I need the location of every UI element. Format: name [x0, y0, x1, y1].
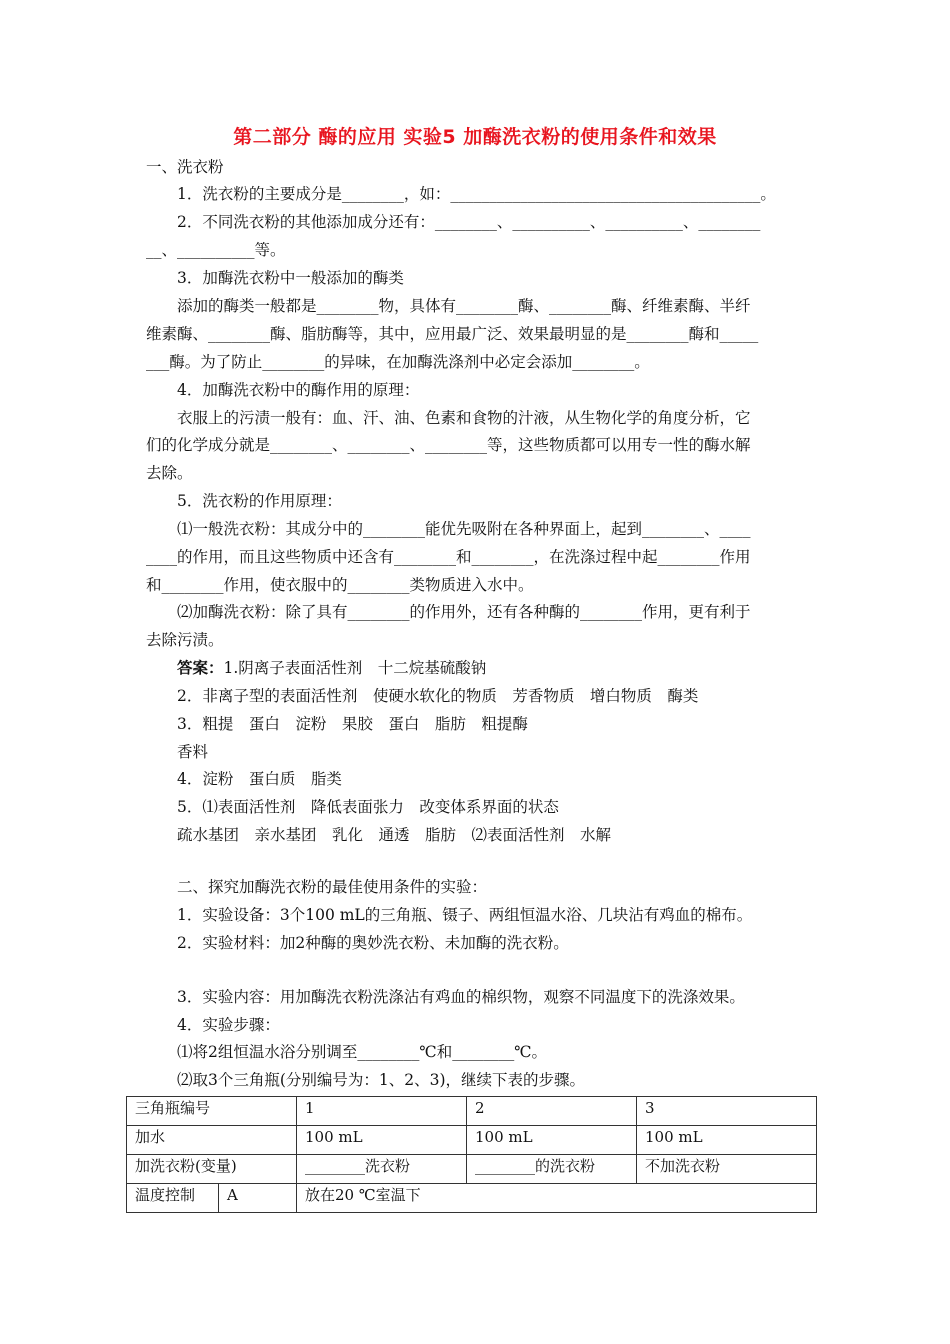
section1-heading: 一、洗衣粉 — [146, 158, 224, 176]
step-4: 4．实验步骤： — [177, 1016, 280, 1034]
table-cell: A — [219, 1184, 297, 1213]
table-cell: ________洗衣粉 — [297, 1155, 467, 1184]
table-cell: 100 mL — [467, 1126, 637, 1155]
experiment-table — [126, 1096, 817, 1213]
answer-2: 2．非离子型的表面活性剂 使硬水软化的物质 芳香物质 增白物质 酶类 — [177, 687, 699, 705]
page-title: 第二部分 酶的应用 实验5 加酶洗衣粉的使用条件和效果 — [233, 126, 717, 148]
table-cell: 三角瓶编号 — [127, 1097, 297, 1126]
answer-label: 答案： — [177, 658, 224, 677]
step-1: 1．实验设备：3个100 mL的三角瓶、镊子、两组恒温水浴、几块沾有鸡血的棉布。 — [177, 906, 753, 924]
question-5-line1: ⑴一般洗衣粉：其成分中的________能优先吸附在各种界面上，起到________、____ — [177, 520, 751, 538]
table-row — [127, 1097, 817, 1126]
question-4-line1: 衣服上的污渍一般有：血、汗、油、色素和食物的汁液，从生物化学的角度分析，它 — [177, 409, 751, 427]
question-4: 4．加酶洗衣粉中的酶作用的原理： — [177, 381, 420, 399]
table-row — [127, 1126, 817, 1155]
table-cell: 100 mL — [297, 1126, 467, 1155]
table-cell: 放在20 ℃室温下 — [297, 1184, 817, 1213]
question-5-line2: ____的作用，而且这些物质中还含有________和________，在洗涤过程中起________作用 — [146, 548, 751, 566]
question-3-line2: 维素酶、________酶、脂肪酶等，其中，应用最广泛、效果最明显的是________酶和_____ — [146, 325, 759, 343]
question-1: 1．洗衣粉的主要成分是________，如：________________________________________。 — [177, 185, 776, 203]
question-3-line1: 添加的酶类一般都是________物，具体有________酶、________酶、纤维素酶、半纤 — [177, 297, 751, 315]
table-cell: 2 — [467, 1097, 637, 1126]
table-cell: ________的洗衣粉 — [467, 1155, 637, 1184]
question-5-line3: 和________作用，使衣服中的________类物质进入水中。 — [146, 576, 534, 594]
answer-5: 5．⑴表面活性剂 降低表面张力 改变体系界面的状态 — [177, 798, 559, 816]
table-cell: 100 mL — [637, 1126, 817, 1155]
answer-4: 4．淀粉 蛋白质 脂类 — [177, 770, 342, 788]
question-2-cont: __、__________等。 — [146, 241, 286, 259]
question-4-line3: 去除。 — [146, 464, 193, 482]
table-cell: 1 — [297, 1097, 467, 1126]
answer-1 — [177, 657, 486, 679]
question-5: 5．洗衣粉的作用原理： — [177, 492, 342, 510]
step-4-1: ⑴将2组恒温水浴分别调至________℃和________℃。 — [177, 1043, 548, 1061]
table-row — [127, 1155, 817, 1184]
step-3: 3．实验内容：用加酶洗衣粉洗涤沾有鸡血的棉织物，观察不同温度下的洗涤效果。 — [177, 988, 745, 1006]
question-3: 3．加酶洗衣粉中一般添加的酶类 — [177, 269, 404, 287]
question-4-line2: 们的化学成分就是________、________、________等，这些物质都可以用专一性的酶水解 — [146, 436, 751, 454]
step-4-2: ⑵取3个三角瓶(分别编号为：1、2、3)，继续下表的步骤。 — [177, 1071, 586, 1089]
answer-1-text: 1.阴离子表面活性剂 十二烷基硫酸钠 — [223, 659, 487, 677]
answer-5-cont: 疏水基团 亲水基团 乳化 通透 脂肪 ⑵表面活性剂 水解 — [177, 826, 612, 844]
question-5-line4: ⑵加酶洗衣粉：除了具有________的作用外，还有各种酶的________作用，更有利于 — [177, 603, 751, 621]
question-5-line5: 去除污渍。 — [146, 631, 224, 649]
question-3-line3: ___酶。为了防止________的异味，在加酶洗涤剂中必定会添加________。 — [146, 353, 650, 371]
table-cell: 不加洗衣粉 — [637, 1155, 817, 1184]
table-cell: 3 — [637, 1097, 817, 1126]
table-row — [127, 1184, 817, 1213]
table-cell: 加洗衣粉(变量) — [127, 1155, 297, 1184]
question-2: 2．不同洗衣粉的其他添加成分还有：________、__________、__________、________ — [177, 213, 761, 231]
answer-3-cont: 香料 — [177, 743, 209, 761]
table-cell: 加水 — [127, 1126, 297, 1155]
section2-heading: 二、探究加酶洗衣粉的最佳使用条件的实验： — [177, 878, 488, 896]
step-2: 2．实验材料：加2种酶的奥妙洗衣粉、未加酶的洗衣粉。 — [177, 934, 569, 952]
answer-3: 3．粗提 蛋白 淀粉 果胶 蛋白 脂肪 粗提酶 — [177, 715, 528, 733]
table-cell: 温度控制 — [127, 1184, 219, 1213]
